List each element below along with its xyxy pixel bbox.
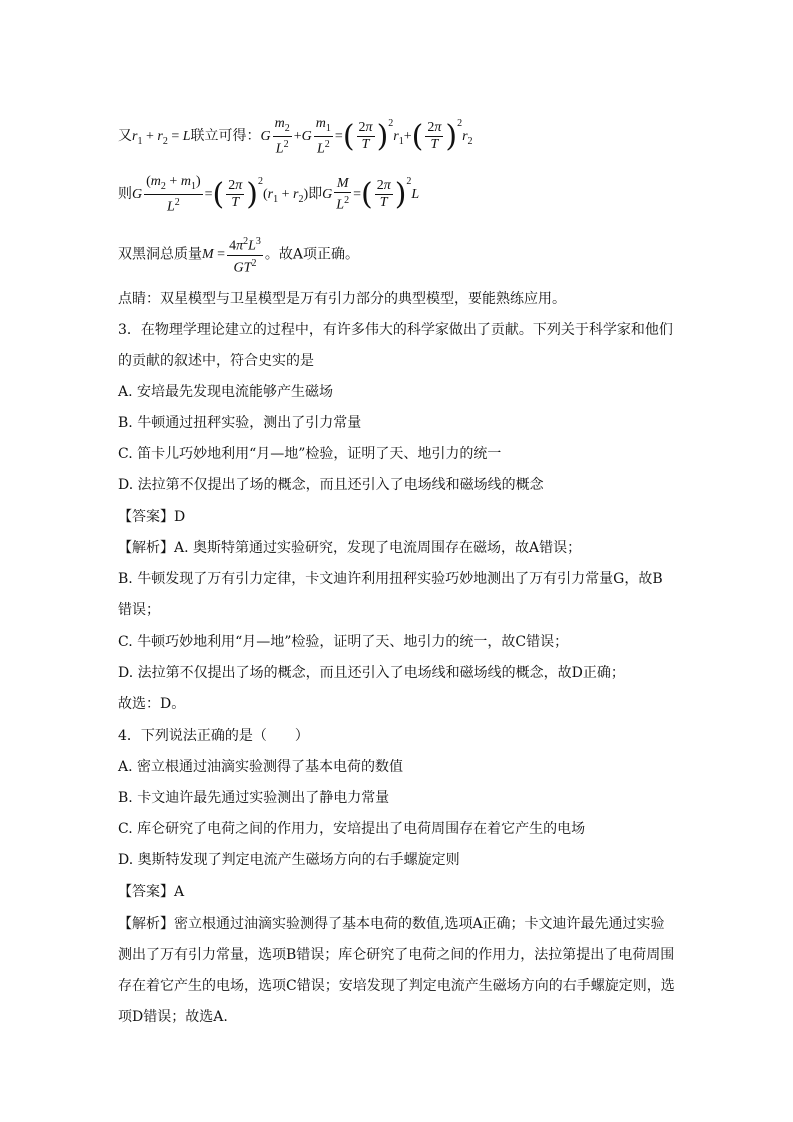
question-4-explanation-3: 存在着它产生的电场，选项C错误；安培发现了判定电流产生磁场方向的右手螺旋定则，选	[118, 978, 675, 994]
question-3-explanation-5: D. 法拉第不仅提出了场的概念，而且还引入了电场线和磁场线的概念，故D正确；	[118, 665, 625, 681]
formula-1-equation: G $\frac{m_2}{L^2}$ +G $\frac{m_1}{L^2}$ =( $\frac{2\pi}{T}$ )$^2r_1+$( $\frac{2\pi}{T}$ )$^2r_2$	[260, 115, 473, 157]
question-4-option-b: B. 卡文迪许最先通过实验测出了静电力常量	[118, 790, 390, 806]
question-4-explanation-2: 测出了万有引力常量，选项B错误；库仑研究了电荷之间的作用力，法拉第提出了电荷周围	[118, 947, 675, 963]
question-4-option-d: D. 奥斯特发现了判定电流产生磁场方向的右手螺旋定则	[118, 852, 460, 868]
formula-2-mid: 即	[308, 186, 323, 202]
question-4-answer: 【答案】A	[118, 884, 185, 900]
formula-line-2	[118, 172, 419, 216]
question-3-explanation-4: C. 牛顿巧妙地利用“月—地”检验，证明了天、地引力的统一，故C错误；	[118, 634, 569, 650]
question-4-explanation-1: 【解析】密立根通过油滴实验测得了基本电荷的数值,选项A正确；卡文迪许最先通过实验	[118, 916, 665, 932]
question-4-option-c: C. 库仑研究了电荷之间的作用力，安培提出了电荷周围存在着它产生的电场	[118, 821, 586, 837]
formula-1-prefix: 又	[118, 128, 132, 144]
question-3-option-c: C. 笛卡儿巧妙地利用“月—地”检验，证明了天、地引力的统一	[118, 446, 502, 462]
question-3-line-1: 3．在物理学理论建立的过程中，有许多伟大的科学家做出了贡献。下列关于科学家和他们	[118, 322, 673, 338]
formula-2-prefix: 则	[118, 186, 132, 202]
formula-2-result: G $\frac{M}{L^2}$ =( $\frac{2\pi}{T}$ )$^2$L	[322, 175, 420, 213]
question-3-explanation-3: 错误；	[118, 602, 160, 618]
question-3-answer: 【答案】D	[118, 509, 186, 525]
question-3-explanation-2: B. 牛顿发现了万有引力定律，卡文迪许利用扭秤实验巧妙地测出了万有引力常量G，故B	[118, 571, 663, 587]
question-3-option-d: D. 法拉第不仅提出了场的概念，而且还引入了电场线和磁场线的概念	[118, 477, 544, 493]
question-3-explanation-6: 故选：D。	[118, 696, 186, 712]
question-3-option-a: A. 安培最先发现电流能够产生磁场	[118, 384, 334, 400]
question-4-explanation-4: 项D错误；故选A.	[118, 1009, 228, 1025]
question-3-option-b: B. 牛顿通过扭秤实验，测出了引力常量	[118, 415, 362, 431]
formula-3-prefix: 双黑洞总质量	[118, 246, 202, 263]
formula-2-equation: G $\frac{(m_2 + m_1)}{L^2}$ =( $\frac{2\pi}{T}$ )$^2(r_1 + r_2)$	[132, 173, 309, 215]
formula-line-1	[118, 114, 473, 158]
formula-1-text: 联立可得：	[190, 128, 261, 144]
question-3-explanation-1: 【解析】A. 奥斯特第通过实验研究，发现了电流周围存在磁场，故A错误；	[118, 540, 582, 556]
formula-3-suffix: 。故A项正确。	[264, 246, 360, 263]
note-line: 点睛：双星模型与卫星模型是万有引力部分的典型模型，要能熟练应用。	[118, 291, 566, 307]
formula-line-3	[118, 234, 359, 276]
question-4-stem: 4．下列说法正确的是（ ）	[118, 728, 309, 744]
question-3-line-2: 的贡献的叙述中，符合史实的是	[118, 353, 314, 369]
formula-3-equation: M = $\frac{4\pi^2L^3}{GT^2}$	[202, 236, 261, 276]
question-4-option-a: A. 密立根通过油滴实验测得了基本电荷的数值	[118, 759, 404, 775]
formula-1-condition: $r_1 + r_2 = L$	[132, 129, 191, 147]
